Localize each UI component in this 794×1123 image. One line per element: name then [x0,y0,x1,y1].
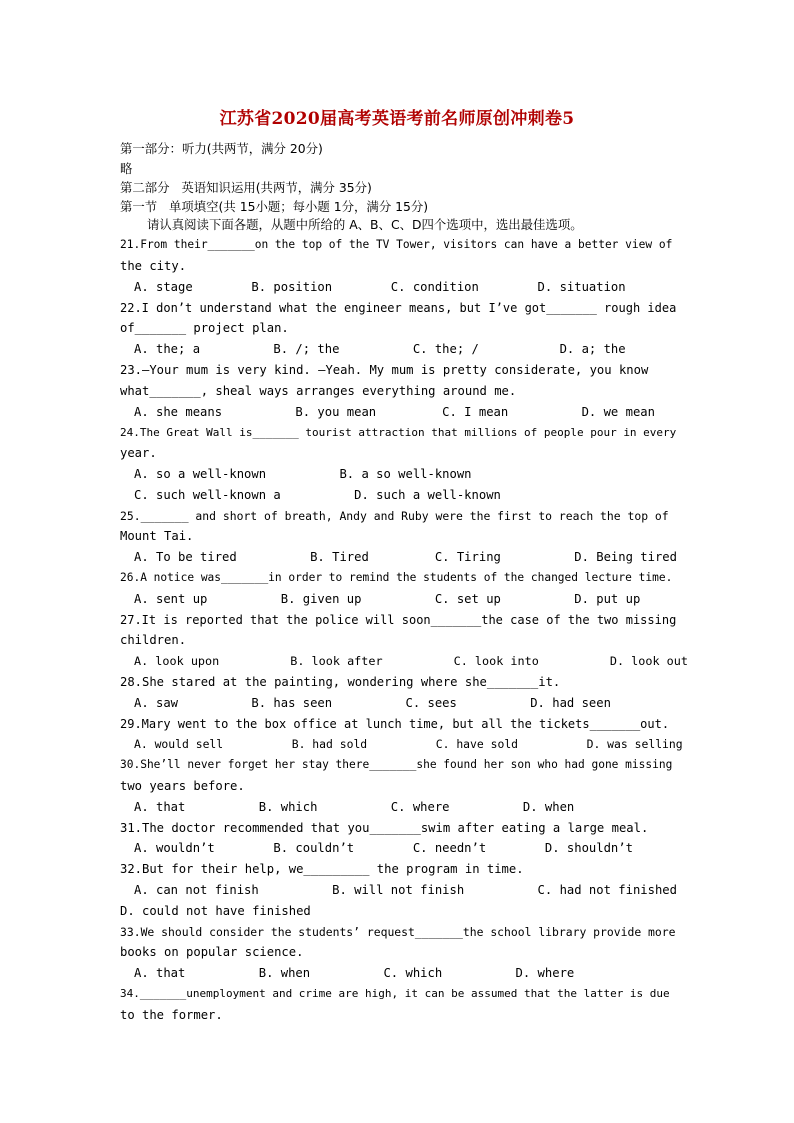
options-line: A. the; a B. /; the C. the; / D. a; the [134,342,626,356]
question-line: 33.We should consider the students’ request_______the school library provide more [120,925,676,939]
question-line: of_______ project plan. [120,321,289,335]
options-line: A. saw B. has seen C. sees D. had seen [134,696,611,710]
section-subsection1: 第一节 单项填空(共 15小题；每小题 1分，满分 15分) [120,199,429,214]
question-line: 26.A notice was_______in order to remind the students of the changed lecture time. [120,571,673,584]
question-line: 23.—Your mum is very kind. —Yeah. My mum is pretty considerate, you know [120,363,649,377]
question-line: 32.But for their help, we_________ the program in time. [120,862,524,876]
question-line: year. [120,446,157,460]
question-line: Mount Tai. [120,529,194,543]
options-line: A. sent up B. given up C. set up D. put up [134,592,641,606]
question-line: the city. [120,259,187,273]
options-line: A. so a well-known B. a so well-known [134,467,472,481]
question-line: 34._______unemployment and crime are high, it can be assumed that the latter is due [120,987,670,1000]
options-line: A. can not finish B. will not finish C. had not finished [134,883,677,897]
question-line: two years before. [120,779,245,793]
question-line: 28.She stared at the painting, wondering where she_______it. [120,675,561,689]
section-part1-note: 略 [120,161,133,176]
question-line: 27.It is reported that the police will soon_______the case of the two missing [120,613,677,627]
instructions: 请认真阅读下面各题，从题中所给的 A、B、C、D四个选项中，选出最佳选项。 [147,217,583,232]
document-title: 江苏省2020届高考英语考前名师原创冲刺卷5 [219,109,575,129]
question-line: books on popular science. [120,945,304,959]
options-line: A. would sell B. had sold C. have sold D. was selling [134,737,683,751]
options-line: A. she means B. you mean C. I mean D. we mean [134,405,655,419]
options-line: A. stage B. position C. condition D. situation [134,280,626,294]
section-part2: 第二部分 英语知识运用(共两节，满分 35分) [120,180,372,195]
options-line: A. wouldn’t B. couldn’t C. needn’t D. shouldn’t [134,841,633,855]
question-line: what_______, sheal ways arranges everything around me. [120,384,517,398]
question-line: 21.From their_______on the top of the TV Tower, visitors can have a better view of [120,238,673,251]
section-part1: 第一部分：听力(共两节，满分 20分) [120,141,323,156]
question-line: children. [120,633,187,647]
options-line: A. that B. when C. which D. where [134,966,575,980]
question-line: 24.The Great Wall is_______ tourist attraction that millions of people pour in every [120,426,677,439]
question-line: 29.Mary went to the box office at lunch time, but all the tickets_______out. [120,717,670,731]
question-line: 25._______ and short of breath, Andy and Ruby were the first to reach the top of [120,509,669,523]
options-line: A. that B. which C. where D. when [134,800,575,814]
options-line: D. could not have finished [120,904,311,918]
options-line: A. look upon B. look after C. look into D. look out [134,654,688,668]
question-line: 30.She’ll never forget her stay there_______she found her son who had gone missing [120,758,673,771]
options-line: C. such well-known a D. such a well-known [134,488,501,502]
options-line: A. To be tired B. Tired C. Tiring D. Being tired [134,550,677,564]
question-line: 31.The doctor recommended that you_______swim after eating a large meal. [120,821,649,835]
question-line: to the former. [120,1008,223,1022]
question-line: 22.I don’t understand what the engineer means, but I’ve got_______ rough idea [120,301,677,315]
